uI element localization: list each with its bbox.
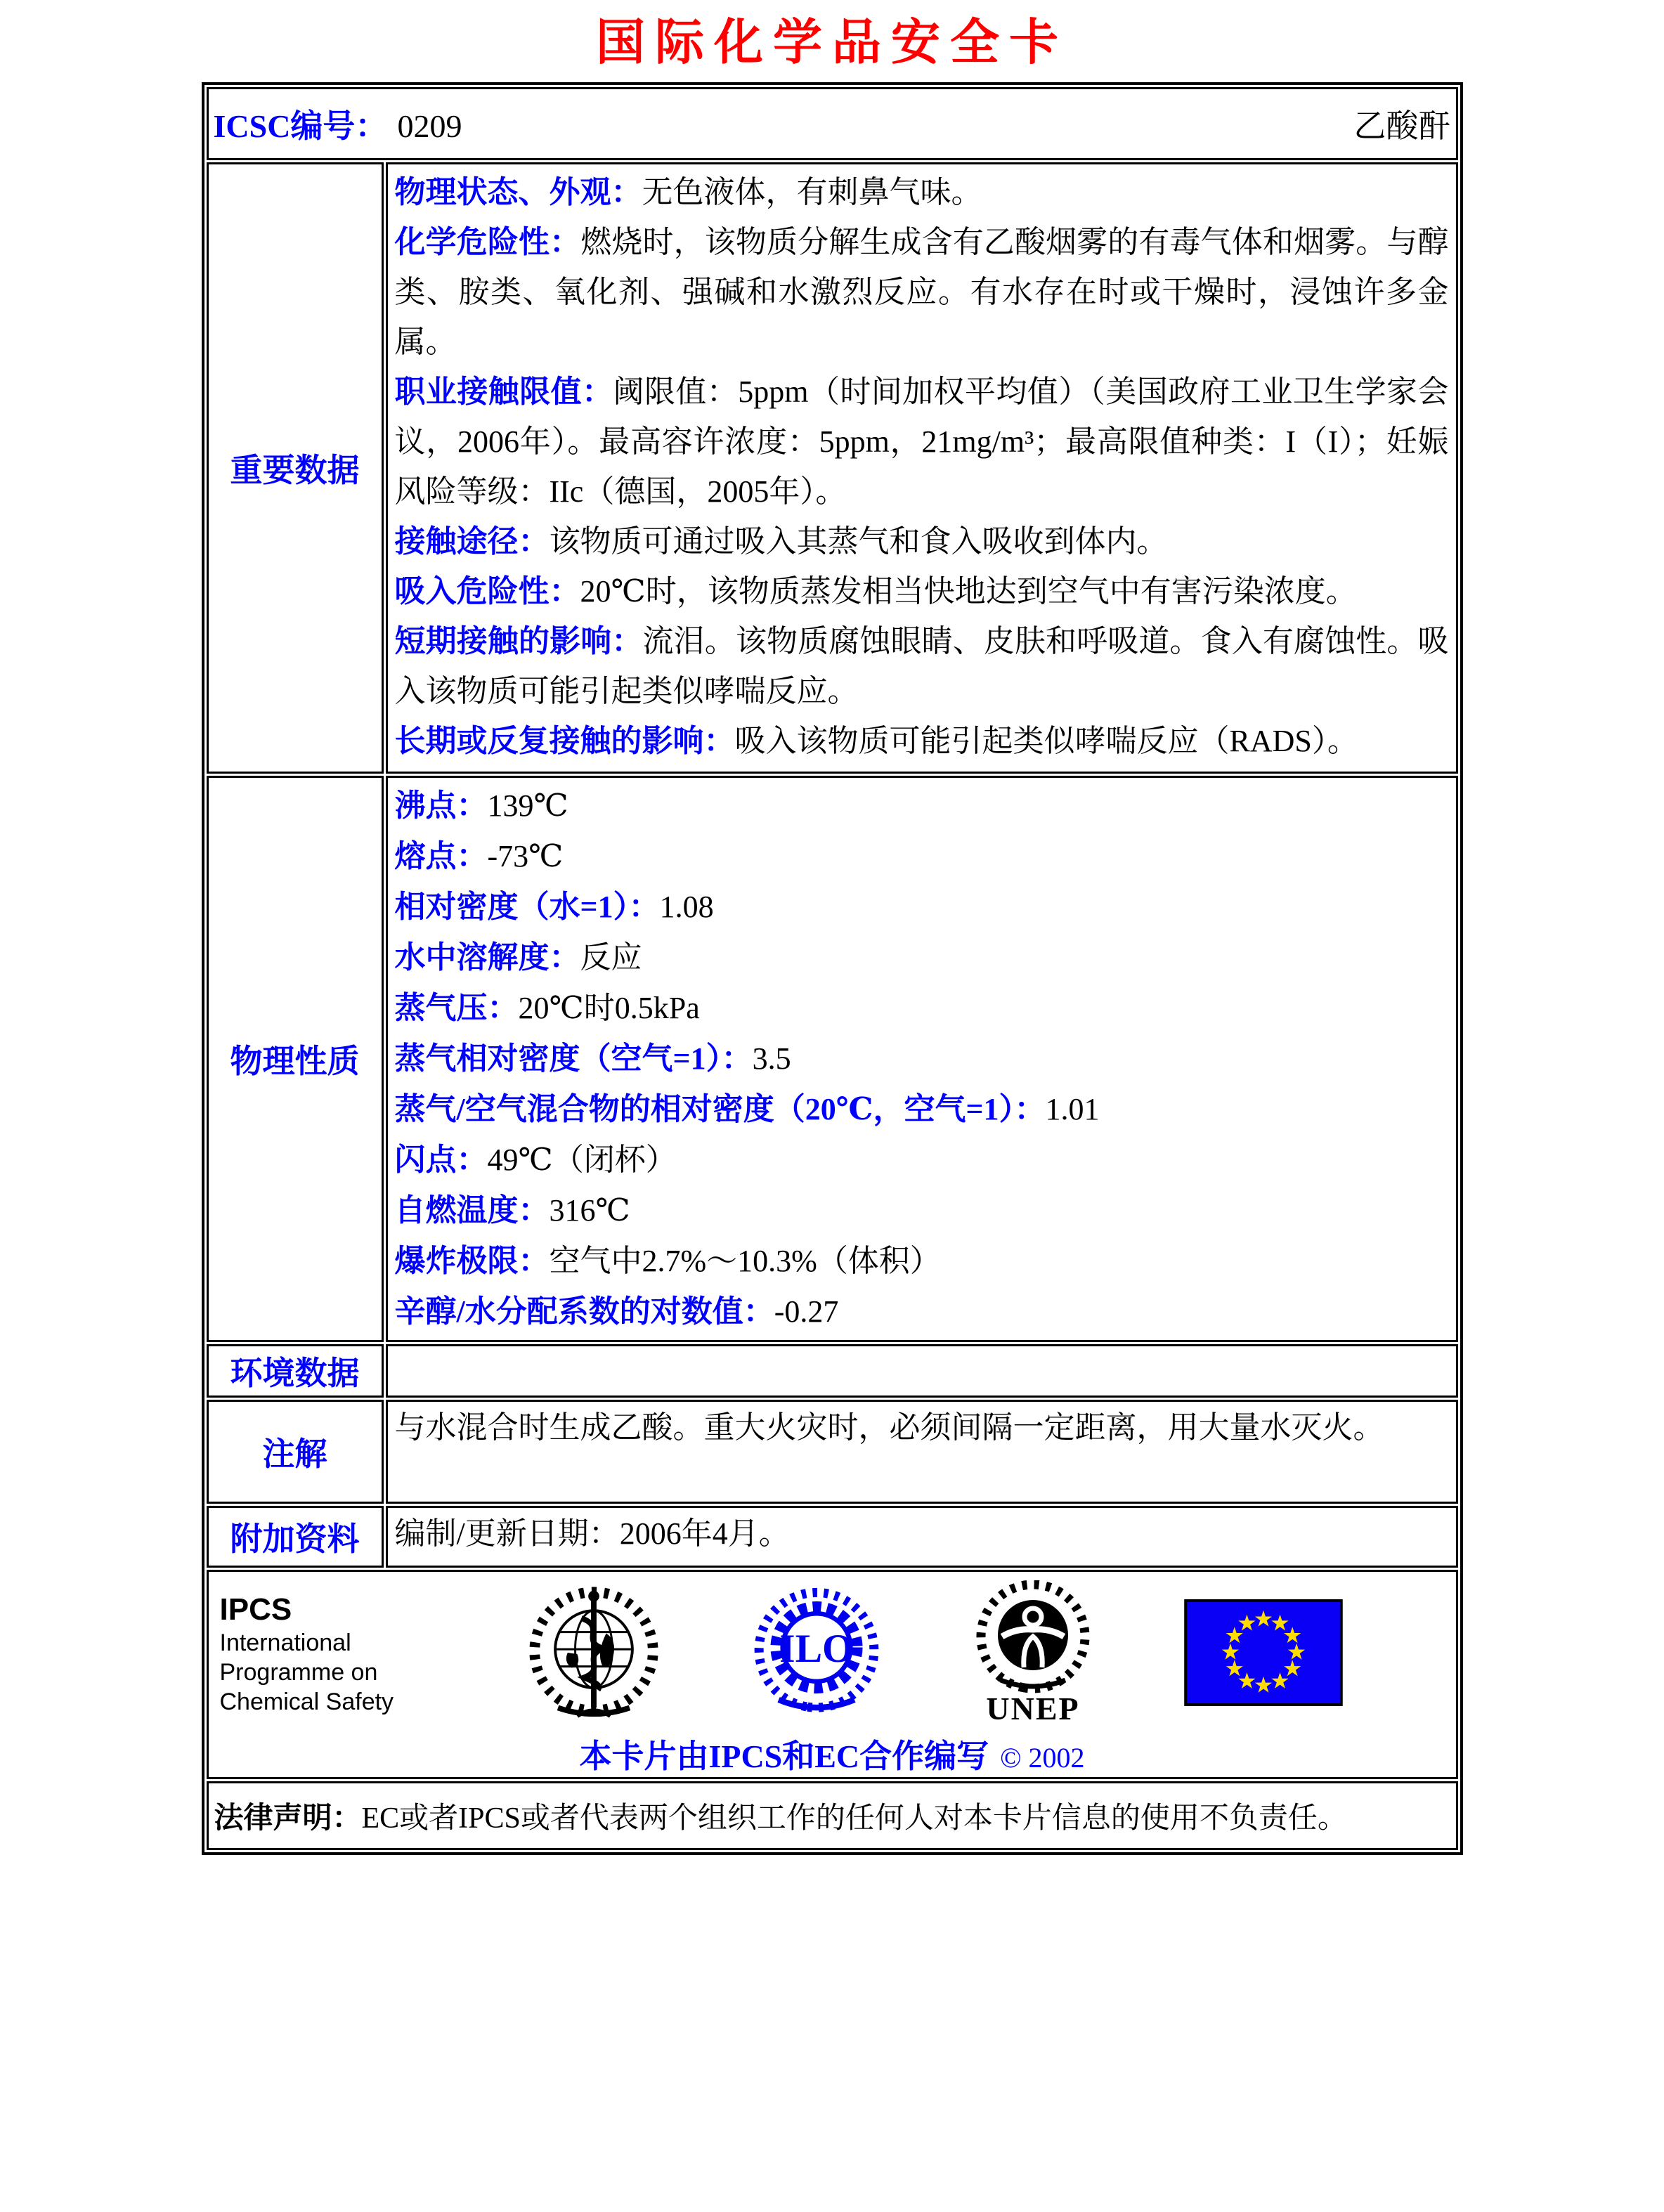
- ipcs-title: IPCS: [219, 1592, 292, 1627]
- credit-line: [209, 1731, 1456, 1777]
- important-data-content: [386, 162, 1458, 774]
- entry-text: 20℃时，该物质蒸发相当快地达到空气中有害污染浓度。: [580, 574, 1357, 609]
- logos-row: [207, 1570, 1458, 1779]
- prop-value: 空气中2.7%～10.3%（体积）: [549, 1244, 941, 1278]
- section-label-notes: 注解: [207, 1400, 384, 1504]
- prop-boiling-point: [395, 781, 1449, 831]
- prop-value: -73℃: [487, 839, 564, 873]
- additional-info-content: [386, 1506, 1458, 1568]
- logos-cell: [207, 1570, 1458, 1779]
- prop-value: 316℃: [549, 1193, 630, 1228]
- ilo-logo-text: ILO: [779, 1626, 854, 1671]
- notes-row: [207, 1400, 1458, 1504]
- section-label-additional-info: 附加资料: [207, 1506, 384, 1568]
- prop-melting-point: [395, 831, 1449, 882]
- legal-label: 法律声明：: [214, 1801, 362, 1834]
- prop-value: 1.08: [659, 890, 714, 924]
- copyright-text: © 2002: [1000, 1742, 1085, 1774]
- entry-chemical-danger: [395, 217, 1449, 367]
- legal-cell: [207, 1781, 1458, 1850]
- entry-exposure-route: [395, 516, 1449, 566]
- entry-label: 接触途径：: [394, 524, 550, 559]
- prop-label: 熔点：: [394, 839, 488, 873]
- prop-value: 3.5: [752, 1041, 791, 1076]
- header-cell: [207, 87, 1458, 160]
- section-label-environmental-data: 环境数据: [207, 1344, 384, 1398]
- prop-label: 蒸气/空气混合物的相对密度（20℃，空气=1）：: [394, 1092, 1046, 1126]
- entry-label: 长期或反复接触的影响：: [394, 724, 735, 758]
- entry-text: 吸入该物质可能引起类似哮喘反应（RADS）。: [734, 724, 1358, 758]
- environmental-data-content: [386, 1344, 1458, 1398]
- prop-label: 自燃温度：: [394, 1193, 550, 1228]
- prop-value: 20℃时0.5kPa: [518, 991, 700, 1025]
- chemical-name: 乙酸酐: [1353, 108, 1451, 144]
- prop-label: 相对密度（水=1）：: [394, 890, 660, 924]
- physical-properties-row: [207, 776, 1458, 1342]
- entry-label: 化学危险性：: [394, 225, 581, 259]
- prop-value: 1.01: [1045, 1092, 1100, 1126]
- entry-long-term-effects: [395, 716, 1449, 766]
- prop-vapor-density: [395, 1034, 1449, 1084]
- entry-occupational-limit: [395, 367, 1449, 516]
- prop-vapor-air-density: [395, 1084, 1449, 1135]
- prop-value: 反应: [580, 940, 642, 975]
- prop-label: 辛醇/水分配系数的对数值：: [394, 1294, 774, 1329]
- unep-logo-icon: [970, 1580, 1096, 1729]
- ipcs-subtitle-line: International: [219, 1629, 351, 1656]
- prop-label: 沸点：: [394, 788, 488, 823]
- additional-info-row: [207, 1506, 1458, 1568]
- entry-text: 流泪。该物质腐蚀眼睛、皮肤和呼吸道。食入有腐蚀性。吸入该物质可能引起类似哮喘反应。: [394, 624, 1449, 708]
- section-label-important-data: 重要数据: [207, 162, 384, 774]
- who-logo-icon: [525, 1584, 663, 1725]
- important-data-row: [207, 162, 1458, 774]
- entry-text: 燃烧时，该物质分解生成含有乙酸烟雾的有毒气体和烟雾。与醇类、胺类、氧化剂、强碱和水激烈反应。有水存在时或干燥时，浸蚀许多金属。: [394, 225, 1449, 359]
- prop-flash-point: [395, 1135, 1449, 1185]
- prop-value: -0.27: [774, 1294, 839, 1329]
- notes-text: 与水混合时生成乙酸。重大火灾时，必须间隔一定距离，用大量水灭火。: [394, 1410, 1384, 1445]
- entry-label: 吸入危险性：: [394, 574, 580, 609]
- icsc-card-table: [202, 82, 1463, 1855]
- prop-label: 蒸气压：: [394, 991, 519, 1025]
- unep-logo-text: UNEP: [986, 1690, 1080, 1725]
- prop-label: 蒸气相对密度（空气=1）：: [394, 1041, 753, 1076]
- section-label-physical-properties: 物理性质: [207, 776, 384, 1342]
- icsc-number-label: ICSC编号：: [213, 108, 388, 144]
- entry-inhalation-risk: [395, 566, 1449, 616]
- prop-value: 49℃（闭杯）: [487, 1143, 677, 1177]
- physical-properties-content: [386, 776, 1458, 1342]
- prop-octanol-water: [395, 1287, 1449, 1337]
- ipcs-subtitle-line: Programme on: [219, 1659, 378, 1686]
- entry-label: 短期接触的影响：: [394, 624, 643, 658]
- entry-physical-state: [395, 167, 1449, 217]
- entry-label: 职业接触限值：: [394, 375, 613, 409]
- environmental-data-row: [207, 1344, 1458, 1398]
- prop-label: 水中溶解度：: [394, 940, 580, 975]
- prop-relative-density: [395, 882, 1449, 932]
- prop-autoignition-temp: [395, 1185, 1449, 1236]
- prop-water-solubility: [395, 932, 1449, 983]
- entry-text: 该物质可通过吸入其蒸气和食入吸收到体内。: [549, 524, 1168, 559]
- prop-vapor-pressure: [395, 983, 1449, 1034]
- notes-content: [386, 1400, 1458, 1504]
- ilo-logo-icon: [750, 1587, 883, 1722]
- header-row: [207, 87, 1458, 160]
- entry-text: 无色液体，有刺鼻气味。: [642, 175, 982, 209]
- additional-info-text: 编制/更新日期：2006年4月。: [394, 1516, 790, 1551]
- page-title: 国际化学品安全卡: [596, 13, 1068, 71]
- legal-text: EC或者IPCS或者代表两个组织工作的任何人对本卡片信息的使用不负责任。: [361, 1802, 1347, 1835]
- ipcs-subtitle-line: Chemical Safety: [219, 1689, 394, 1715]
- prop-label: 爆炸极限：: [394, 1244, 550, 1278]
- prop-value: 139℃: [487, 788, 568, 823]
- ipcs-text-block: [220, 1592, 438, 1717]
- entry-label: 物理状态、外观：: [394, 175, 642, 209]
- icsc-number-value: 0209: [397, 108, 462, 144]
- entry-text: 阈限值：5ppm（时间加权平均值）（美国政府工业卫生学家会议，2006年）。最高容许浓度：5ppm，21mg/m³；最高限值种类：I（I）；妊娠风险等级：IIc（德国，2005年）。: [394, 375, 1449, 509]
- entry-short-term-effects: [395, 616, 1449, 716]
- credit-text: 本卡片由IPCS和EC合作编写: [579, 1738, 989, 1774]
- legal-row: [207, 1781, 1458, 1850]
- prop-label: 闪点：: [394, 1143, 488, 1177]
- prop-explosive-limits: [395, 1236, 1449, 1287]
- icsc-number: [214, 100, 462, 147]
- eu-flag-icon: [1183, 1599, 1344, 1710]
